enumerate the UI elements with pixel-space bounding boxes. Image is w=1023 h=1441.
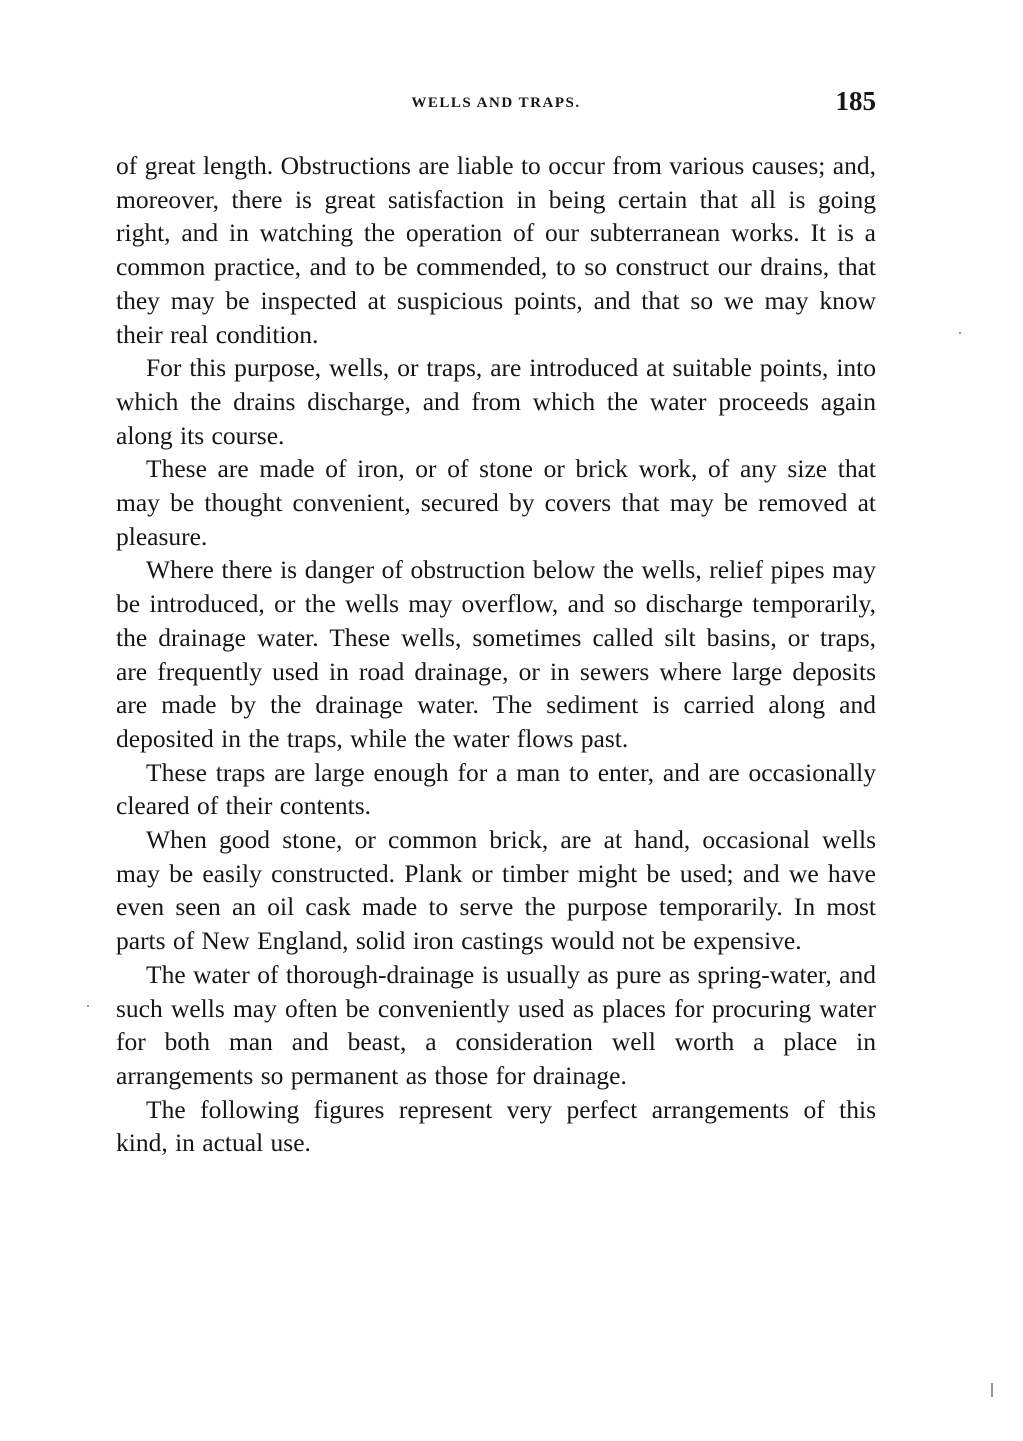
paragraph: When good stone, or common brick, are at hand, occasional wells may be easily constructed. Plank or timber might be used; and we have even seen an oil cask made to serve the purpose temporarily. In most parts of New England, solid iron castings would not be expensive. (116, 825, 876, 956)
paragraph: Where there is danger of obstruction below the wells, relief pipes may be introduced, or the wells may overflow, and so discharge temporarily, the drainage water. These wells, sometimes called silt basins, or traps, are frequently used in road drainage, or in sewers where large deposits are made by the drainage water. The sediment is carried along and deposited in the traps, while the water flows past. (116, 555, 876, 753)
scan-mark (87, 1005, 89, 1007)
paragraph: These are made of iron, or of stone or brick work, of any size that may be thought convenient, secured by covers that may be removed at pleasure. (116, 454, 876, 551)
running-head (116, 86, 876, 120)
scan-mark (959, 332, 961, 334)
paragraph: of great length. Obstructions are liable to occur from various causes; and, moreover, there is great satisfaction in being certain that all is going right, and in watching the operation of our subterranean works. It is a common practice, and to be commended, to so construct our drains, that they may be inspected at suspicious points, and that so we may know their real condition. (116, 151, 876, 349)
paragraph: The following figures represent very perfect arrangements of this kind, in actual use. (116, 1094, 876, 1158)
paragraph: For this purpose, wells, or traps, are introduced at suitable points, into which the drains discharge, and from which the water proceeds again along its course. (116, 353, 876, 450)
body-text (116, 149, 876, 1160)
paragraph: These traps are large enough for a man to enter, and are occasionally cleared of their contents. (116, 757, 876, 821)
running-title: WELLS AND TRAPS. (411, 95, 581, 111)
scan-mark (991, 1383, 993, 1397)
paragraph: The water of thorough-drainage is usually as pure as spring-water, and such wells may often be conveniently used as places for procuring water for both man and beast, a consideration well worth a place in arrangements so permanent as those for drainage. (116, 959, 876, 1090)
page-number: 185 (835, 86, 876, 116)
